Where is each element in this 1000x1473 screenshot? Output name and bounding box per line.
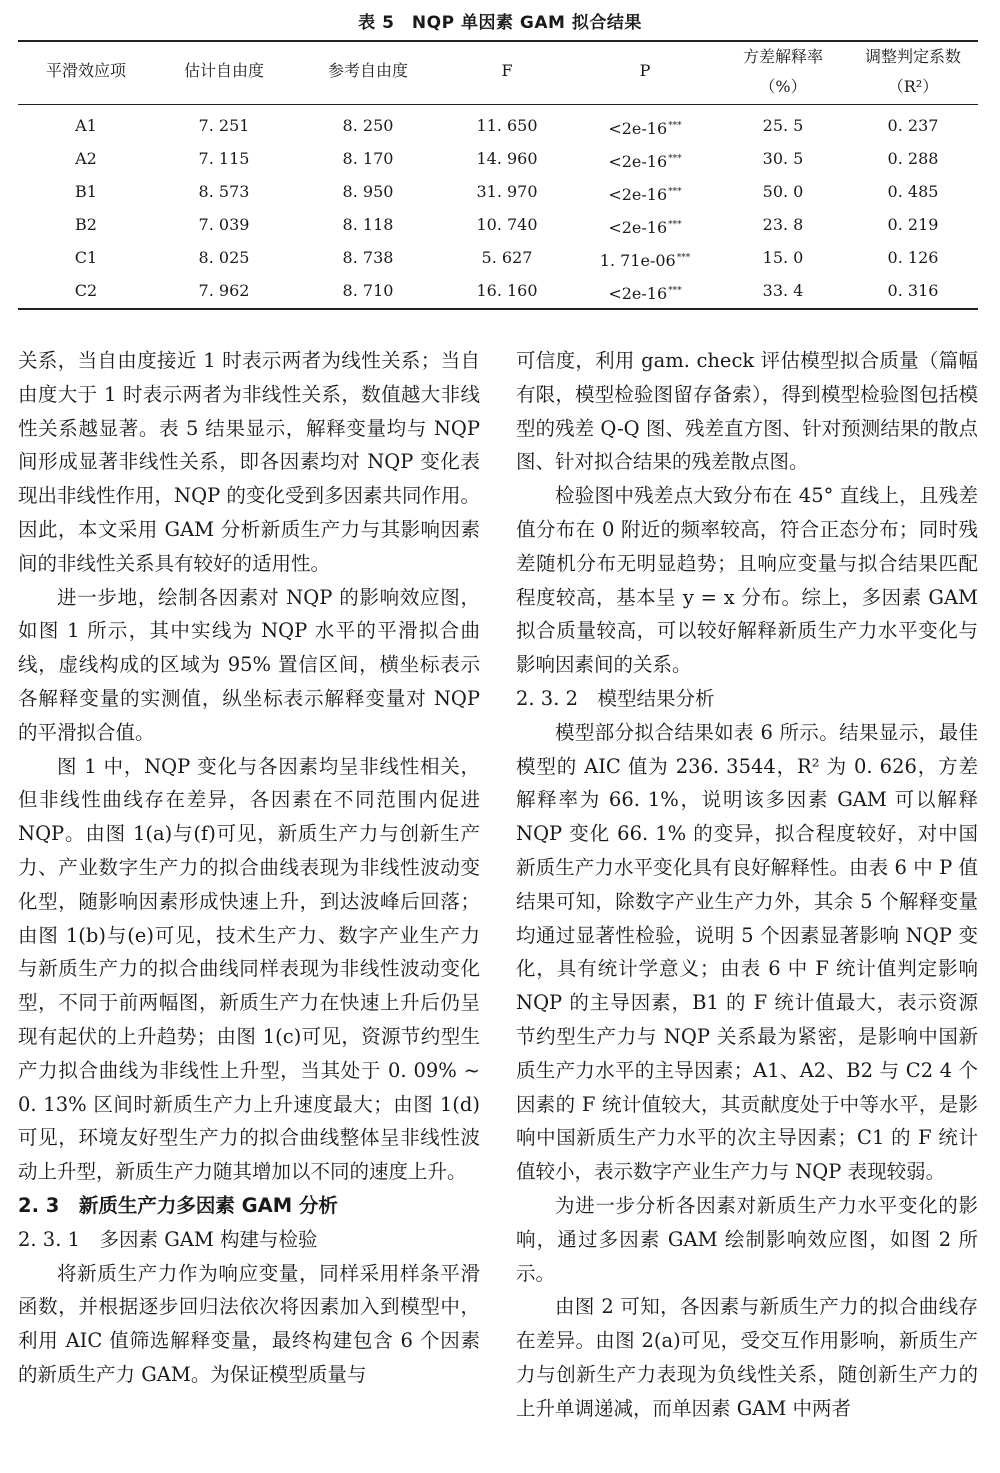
- cell-deviance: [718, 242, 848, 274]
- cell-adj-r2: [848, 275, 978, 307]
- cell-p: [572, 176, 718, 211]
- section-heading: 2. 3 新质生产力多因素 GAM 分析: [18, 1193, 338, 1217]
- cell-f-value: 31. 970: [476, 182, 538, 201]
- cell-ref-df: [294, 110, 442, 142]
- cell-ref-df-value: 8. 118: [342, 215, 394, 234]
- paragraph: 检验图中残差点大致分布在 45° 直线上，且残差值分布在 0 附近的频率较高，符合正态分布；同时残差随机分布无明显趋势；且响应变量与拟合结果匹配程度较高，基本呈 y = x 分布。综上，多因素 GAM 拟合质量较高，可以较好解释新质生产力水平变化与影响因素间的关系。: [516, 484, 978, 677]
- cell-term-value: A2: [75, 149, 97, 168]
- table-row: [18, 176, 978, 208]
- header-f: F: [501, 61, 513, 80]
- cell-term-value: B2: [75, 215, 97, 234]
- cell-adj-r2-value: 0. 219: [887, 215, 939, 234]
- cell-edf: [154, 242, 294, 274]
- cell-ref-df: [294, 242, 442, 274]
- cell-adj-r2: [848, 176, 978, 208]
- subsection-heading: 2. 3. 2 模型结果分析: [516, 686, 715, 710]
- cell-term: [18, 110, 154, 142]
- cell-f-value: 5. 627: [481, 248, 533, 267]
- cell-f-value: 16. 160: [476, 281, 538, 300]
- cell-deviance-value: 23. 8: [762, 215, 804, 234]
- cell-ref-df: [294, 275, 442, 307]
- cell-deviance-value: 30. 5: [762, 149, 804, 168]
- cell-edf: [154, 209, 294, 241]
- cell-edf-value: 7. 962: [198, 281, 250, 300]
- cell-edf: [154, 143, 294, 175]
- paragraph: 将新质生产力作为响应变量，同样采用样条平滑函数，并根据逐步回归法依次将因素加入到模型中，利用 AIC 值筛选解释变量，最终构建包含 6 个因素的新质生产力 GAM。为保证模型质量与: [18, 1261, 480, 1386]
- cell-adj-r2-value: 0. 126: [887, 248, 939, 267]
- cell-adj-r2-value: 0. 485: [887, 182, 939, 201]
- paragraph: 关系，当自由度接近 1 时表示两者为线性关系；当自由度大于 1 时表示两者为非线性关系，数值越大非线性关系越显著。表 5 结果显示，解释变量均与 NQP 间形成显著非线性关系，即各因素均对 NQP 变化表现出非线性作用，NQP 的变化受到多因素共同作用。因此，本文采用 GAM 分析新质生产力与其影响因素间的非线性关系具有较好的适用性。: [18, 349, 480, 575]
- significance-marker: ***: [668, 286, 682, 296]
- cell-edf-value: 7. 115: [198, 149, 250, 168]
- table-row: [18, 209, 978, 241]
- cell-ref-df-value: 8. 250: [342, 116, 394, 135]
- cell-p-value: <2e-16: [608, 218, 668, 237]
- cell-edf: [154, 110, 294, 142]
- table-header-rule: [18, 104, 978, 105]
- cell-term: [18, 209, 154, 241]
- header-deviance: [718, 42, 848, 102]
- cell-term-value: A1: [75, 116, 97, 135]
- cell-p-value: <2e-16: [608, 152, 668, 171]
- cell-adj-r2: [848, 143, 978, 175]
- cell-f: [442, 275, 572, 307]
- table-row: [18, 143, 978, 175]
- cell-deviance-value: 25. 5: [762, 116, 804, 135]
- table-row: [18, 242, 978, 274]
- cell-deviance: [718, 110, 848, 142]
- cell-edf-value: 8. 025: [198, 248, 250, 267]
- table-row: [18, 275, 978, 307]
- cell-edf: [154, 176, 294, 208]
- cell-deviance: [718, 143, 848, 175]
- cell-f: [442, 209, 572, 241]
- cell-ref-df: [294, 209, 442, 241]
- cell-term: [18, 176, 154, 208]
- header-adj-r2: [848, 42, 978, 102]
- cell-ref-df: [294, 176, 442, 208]
- cell-deviance: [718, 275, 848, 307]
- cell-term-value: C2: [74, 281, 98, 300]
- header-adj-r2-line2: （R²）: [887, 77, 939, 96]
- header-smooth-term: 平滑效应项: [45, 61, 126, 80]
- cell-term: [18, 242, 154, 274]
- cell-edf: [154, 275, 294, 307]
- cell-p: [572, 110, 718, 145]
- cell-edf-value: 7. 039: [198, 215, 250, 234]
- cell-adj-r2-value: 0. 237: [887, 116, 939, 135]
- significance-marker: ***: [668, 154, 682, 164]
- cell-deviance-value: 15. 0: [762, 248, 804, 267]
- header-adj-r2-line1: 调整判定系数: [864, 47, 961, 66]
- cell-f: [442, 143, 572, 175]
- cell-p-value: <2e-16: [608, 284, 668, 303]
- cell-term-value: B1: [75, 182, 97, 201]
- cell-adj-r2-value: 0. 288: [887, 149, 939, 168]
- cell-ref-df-value: 8. 738: [342, 248, 394, 267]
- paragraph: 为进一步分析各因素对新质生产力水平变化的影响，通过多因素 GAM 绘制影响效应图，如图 2 所示。: [516, 1193, 978, 1285]
- cell-p: [572, 275, 718, 310]
- header-p: P: [639, 61, 651, 80]
- cell-f: [442, 110, 572, 142]
- table-row: [18, 110, 978, 142]
- cell-p: [572, 209, 718, 244]
- cell-p: [572, 143, 718, 178]
- cell-adj-r2: [848, 209, 978, 241]
- significance-marker: ***: [668, 187, 682, 197]
- cell-f-value: 14. 960: [476, 149, 538, 168]
- paragraph: 模型部分拟合结果如表 6 所示。结果显示，最佳模型的 AIC 值为 236. 3544，R² 为 0. 626，方差解释率为 66. 1%，说明该多因素 GAM 可以解释 NQP 变化 66. 1% 的变异，拟合程度较好，对中国新质生产力水平变化具有良好解释性。由表 6 中 P 值结果可知，除数字产业生产力外，其余 5 个解释变量均通过显著性检验，说明 5 个因素显著影响 NQP 变化，具有统计学意义；由表 6 中 F 统计值判定影响 NQP 的主导因素，B1 的 F 统计值最大，表示资源节约型生产力与 NQP 关系最为紧密，是影响中国新质生产力水平的主导因素；A1、A2、B2 与 C2 4 个因素的 F 统计值较大，其贡献度处于中等水平，是影响中国新质生产力水平的次主导因素；C1 的 F 统计值较小，表示数字产业生产力与 NQP 表现较弱。: [516, 720, 978, 1184]
- cell-edf-value: 7. 251: [198, 116, 250, 135]
- cell-term-value: C1: [74, 248, 98, 267]
- cell-ref-df-value: 8. 950: [342, 182, 394, 201]
- header-ref-df: 参考自由度: [327, 61, 408, 80]
- paragraph: 由图 2 可知，各因素与新质生产力的拟合曲线存在差异。由图 2(a)可见，受交互作用影响，新质生产力与创新生产力表现为负线性关系，随创新生产力的上升单调递减，而单因素 GAM 中两者: [516, 1295, 978, 1420]
- cell-term: [18, 275, 154, 307]
- left-column: [18, 344, 480, 1392]
- significance-marker: ***: [668, 121, 682, 131]
- cell-deviance: [718, 176, 848, 208]
- paragraph: 图 1 中，NQP 变化与各因素均呈非线性相关，但非线性曲线存在差异，各因素在不同范围内促进 NQP。由图 1(a)与(f)可见，新质生产力与创新生产力、产业数字生产力的拟合曲线表现为非线性波动变化型，随影响因素形成快速上升，到达波峰后回落；由图 1(b)与(e)可见，技术生产力、数字产业生产力与新质生产力的拟合曲线同样表现为非线性波动变化型，不同于前两幅图，新质生产力在快速上升后仍呈现有起伏的上升趋势；由图 1(c)可见，资源节约型生产力拟合曲线为非线性上升型，当其处于 0. 09% ~ 0. 13% 区间时新质生产力上升速度最大；由图 1(d)可见，环境友好型生产力的拟合曲线整体呈非线性波动上升型，新质生产力随其增加以不同的速度上升。: [18, 754, 480, 1184]
- cell-p-value: 1. 71e-06: [599, 251, 676, 270]
- cell-adj-r2: [848, 110, 978, 142]
- cell-ref-df: [294, 143, 442, 175]
- cell-f: [442, 176, 572, 208]
- paragraph: 进一步地，绘制各因素对 NQP 的影响效应图，如图 1 所示，其中实线为 NQP 水平的平滑拟合曲线，虚线构成的区域为 95% 置信区间，横坐标表示各解释变量的实测值，纵坐标表示解释变量对 NQP 的平滑拟合值。: [18, 585, 480, 744]
- cell-f: [442, 242, 572, 274]
- significance-marker: ***: [676, 253, 691, 263]
- cell-ref-df-value: 8. 170: [342, 149, 394, 168]
- cell-f-value: 10. 740: [476, 215, 538, 234]
- cell-deviance-value: 33. 4: [762, 281, 804, 300]
- cell-edf-value: 8. 573: [198, 182, 250, 201]
- paragraph: 可信度，利用 gam. check 评估模型拟合质量（篇幅有限，模型检验图留存备索），得到模型检验图包括模型的残差 Q-Q 图、残差直方图、针对预测结果的散点图、针对拟合结果的残差散点图。: [516, 349, 978, 474]
- header-edf: 估计自由度: [183, 61, 264, 80]
- cell-p: [572, 242, 718, 277]
- cell-deviance-value: 50. 0: [762, 182, 804, 201]
- cell-deviance: [718, 209, 848, 241]
- cell-adj-r2-value: 0. 316: [887, 281, 939, 300]
- significance-marker: ***: [668, 220, 682, 230]
- header-deviance-line1: 方差解释率: [742, 47, 823, 66]
- cell-adj-r2: [848, 242, 978, 274]
- cell-f-value: 11. 650: [476, 116, 538, 135]
- cell-ref-df-value: 8. 710: [342, 281, 394, 300]
- cell-p-value: <2e-16: [608, 185, 668, 204]
- table-bottom-rule: [18, 308, 978, 310]
- cell-p-value: <2e-16: [608, 119, 668, 138]
- right-column: [516, 344, 978, 1426]
- cell-term: [18, 143, 154, 175]
- subsection-heading: 2. 3. 1 多因素 GAM 构建与检验: [18, 1227, 318, 1251]
- table-caption: 表 5 NQP 单因素 GAM 拟合结果: [358, 13, 642, 33]
- header-deviance-line2: （%）: [759, 77, 807, 96]
